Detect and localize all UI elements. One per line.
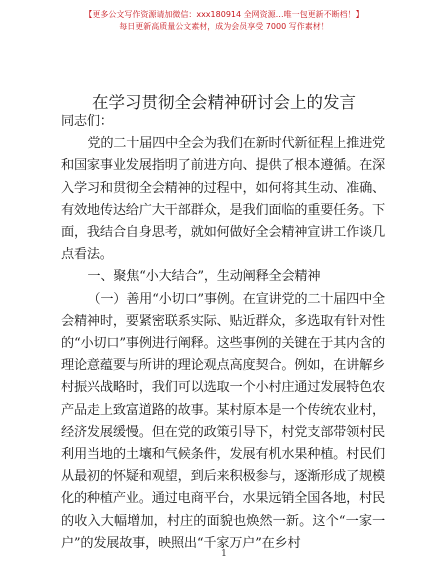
intro-paragraph: 党的二十届四中全会为我们在新时代新征程上推进党和国家事业发展指明了前进方向、提供了根本遵循。在深入学习和贯彻全会精神的过程中，如何将其生动、准确、有效地传达给广大干部群众，是我们面临的重要任务。下面，我结合自身思考，就如何做好全会精神宣讲工作谈几点看法。: [61, 136, 385, 263]
section-heading-1: 一、聚焦“小大结合”，生动阐释全会精神: [87, 269, 321, 285]
promo-banner-line-2: 每日更新高质量公文素材，成为会员享受 7000 写作素材！: [119, 22, 329, 31]
document-body: [61, 111, 385, 555]
page-number: 1: [221, 549, 227, 559]
promo-banner-line-1: 【更多公文写作资源请加微信：xxx180914 全网资源…唯一包更新不断档！】: [84, 10, 364, 19]
promo-banner: [0, 9, 448, 32]
salutation: 同志们：: [61, 114, 113, 129]
document-title: 在学习贯彻全会精神研讨会上的发言: [92, 93, 356, 113]
subsection-paragraph-1: （一）善用“小切口”事例。在宣讲党的二十届四中全会精神时，要紧密联系实际、贴近群众，多选取有针对性的“小切口”事例进行阐释。这些事例的关键在于其内含的理论意蕴要与所讲的理论观点高度契合。例如，在讲解乡村振兴战略时，我们可以选取一个小村庄通过发展特色农产品走上致富道路的故事。某村原本是一个传统农业村，经济发展缓慢。但在党的政策引导下，村党支部带领村民利用当地的土壤和气候条件，发展有机水果种植。村民们从最初的怀疑和观望，到后来积极参与，逐渐形成了规模化的种植产业。通过电商平台，水果远销全国各地，村民的收入大幅增加，村庄的面貌也焕然一新。这个“一家一户”的发展故事，映照出“千家万户”在乡村: [61, 291, 385, 551]
